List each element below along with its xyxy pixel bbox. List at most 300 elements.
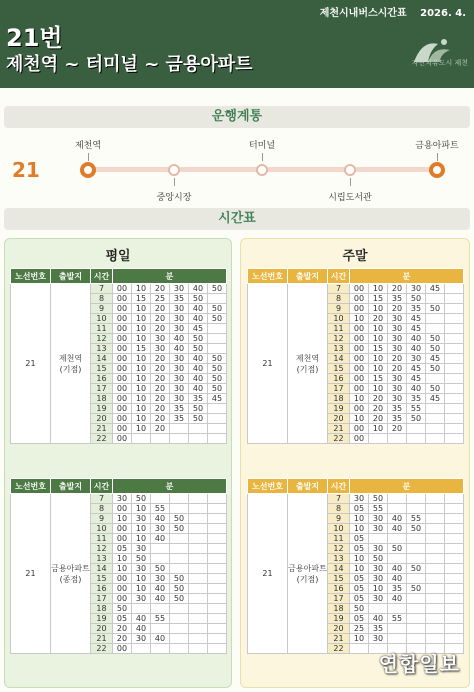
minute-cell: [426, 504, 445, 514]
minute-cell: 30: [388, 374, 407, 384]
minute-cell: 35: [407, 304, 426, 314]
hour-cell: 21: [91, 634, 113, 644]
minute-cell: 30: [113, 494, 132, 504]
hour-cell: 20: [328, 414, 350, 424]
minute-cell: [369, 534, 388, 544]
minute-cell: [426, 424, 445, 434]
minute-cell: [445, 504, 464, 514]
minute-cell: [445, 514, 464, 524]
column-header: 분: [350, 479, 464, 494]
route-cell: 21: [11, 284, 51, 444]
minute-cell: 20: [151, 424, 170, 434]
minute-cell: [426, 614, 445, 624]
column-header: 출발지: [288, 479, 328, 494]
hour-cell: 14: [91, 564, 113, 574]
hour-cell: 15: [91, 574, 113, 584]
minute-cell: 10: [132, 504, 151, 514]
minute-cell: 30: [388, 314, 407, 324]
minute-cell: 25: [151, 294, 170, 304]
minute-cell: 30: [407, 284, 426, 294]
minute-cell: 10: [132, 284, 151, 294]
minute-cell: 00: [113, 404, 132, 414]
hour-cell: 18: [91, 394, 113, 404]
minute-cell: 10: [132, 334, 151, 344]
minute-cell: 30: [151, 344, 170, 354]
minute-cell: 45: [189, 324, 208, 334]
minute-cell: 10: [350, 514, 369, 524]
minute-cell: [426, 574, 445, 584]
minute-cell: 00: [350, 344, 369, 354]
minute-cell: 00: [113, 354, 132, 364]
minute-cell: 35: [189, 394, 208, 404]
column-header: 출발지: [288, 269, 328, 284]
minute-cell: [151, 494, 170, 504]
minute-cell: 00: [113, 384, 132, 394]
minute-cell: 45: [407, 314, 426, 324]
minute-cell: 10: [350, 554, 369, 564]
minute-cell: [388, 624, 407, 634]
minute-cell: [445, 554, 464, 564]
minute-cell: 20: [388, 284, 407, 294]
minute-cell: 40: [151, 584, 170, 594]
minute-cell: 00: [113, 504, 132, 514]
minute-cell: [208, 524, 227, 534]
stop-marker: [80, 162, 96, 178]
minute-cell: 20: [388, 304, 407, 314]
minute-cell: [388, 634, 407, 644]
minute-cell: 00: [350, 354, 369, 364]
stop-marker: [344, 164, 356, 176]
minute-cell: 20: [151, 394, 170, 404]
minute-cell: 40: [151, 594, 170, 604]
stop-label: 제천역: [74, 141, 102, 151]
minute-cell: [170, 564, 189, 574]
minute-cell: 05: [350, 544, 369, 554]
minute-cell: [388, 504, 407, 514]
minute-cell: 20: [369, 414, 388, 424]
minute-cell: [407, 604, 426, 614]
minute-cell: 40: [189, 374, 208, 384]
column-header: 분: [113, 269, 227, 284]
minute-cell: 30: [170, 324, 189, 334]
minute-cell: 50: [113, 604, 132, 614]
minute-cell: 30: [369, 594, 388, 604]
route-cell: 21: [248, 284, 288, 444]
minute-cell: 00: [350, 424, 369, 434]
minute-cell: 40: [388, 564, 407, 574]
minute-cell: 00: [113, 424, 132, 434]
header-date: 2026. 4.: [420, 8, 466, 19]
minute-cell: 00: [113, 344, 132, 354]
minute-cell: [426, 494, 445, 504]
minute-cell: 20: [113, 634, 132, 644]
hour-cell: 8: [328, 504, 350, 514]
column-header: 시간: [328, 269, 350, 284]
route-cell: 21: [11, 494, 51, 654]
minute-cell: 40: [189, 304, 208, 314]
minute-cell: [170, 494, 189, 504]
minute-cell: [189, 494, 208, 504]
minute-cell: 10: [132, 304, 151, 314]
hour-cell: 12: [91, 334, 113, 344]
minute-cell: [170, 614, 189, 624]
minute-cell: 50: [189, 334, 208, 344]
minute-cell: [445, 354, 464, 364]
minute-cell: 40: [189, 384, 208, 394]
hour-cell: 22: [91, 644, 113, 654]
minute-cell: [189, 634, 208, 644]
hour-cell: 13: [91, 344, 113, 354]
hour-cell: 16: [91, 584, 113, 594]
hour-cell: 10: [328, 524, 350, 534]
minute-cell: 30: [369, 514, 388, 524]
minute-cell: [208, 644, 227, 654]
minute-cell: 10: [350, 394, 369, 404]
minute-cell: [170, 604, 189, 614]
minute-cell: 00: [113, 534, 132, 544]
weekend-title: 주말: [342, 249, 368, 264]
stop-label: 터미널: [248, 141, 276, 151]
minute-cell: [407, 574, 426, 584]
minute-cell: [426, 544, 445, 554]
minute-cell: [208, 594, 227, 604]
minute-cell: [407, 424, 426, 434]
minute-cell: 50: [208, 374, 227, 384]
hour-cell: 18: [328, 604, 350, 614]
minute-cell: 00: [113, 594, 132, 604]
minute-cell: [208, 294, 227, 304]
minute-cell: 05: [350, 594, 369, 604]
hour-cell: 14: [328, 354, 350, 364]
minute-cell: 40: [189, 364, 208, 374]
minute-cell: [189, 554, 208, 564]
minute-cell: 10: [132, 584, 151, 594]
column-header: 노선번호: [248, 479, 288, 494]
minute-cell: [170, 434, 189, 444]
minute-cell: 20: [151, 404, 170, 414]
minute-cell: [388, 434, 407, 444]
minute-cell: 20: [151, 354, 170, 364]
hour-cell: 21: [91, 424, 113, 434]
hour-cell: 14: [91, 354, 113, 364]
minute-cell: 00: [113, 284, 132, 294]
stop-tick: [262, 153, 263, 161]
minute-cell: 55: [369, 504, 388, 514]
route-cell: 21: [248, 494, 288, 654]
origin-cell: 금용아파트 (종점): [51, 494, 91, 654]
minute-cell: [189, 434, 208, 444]
minute-cell: 35: [407, 394, 426, 404]
minute-cell: 20: [388, 364, 407, 374]
minute-cell: [426, 374, 445, 384]
minute-cell: [208, 414, 227, 424]
minute-cell: 00: [113, 364, 132, 374]
minute-cell: 30: [151, 334, 170, 344]
minute-cell: 30: [132, 514, 151, 524]
minute-cell: 30: [407, 354, 426, 364]
minute-cell: [208, 614, 227, 624]
minute-cell: [407, 634, 426, 644]
minute-cell: [170, 504, 189, 514]
minute-cell: 50: [189, 344, 208, 354]
route-section-title: 운행계통: [4, 106, 470, 128]
minute-cell: 30: [170, 284, 189, 294]
minute-cell: 00: [113, 434, 132, 444]
minute-cell: 00: [113, 374, 132, 384]
minute-cell: [426, 314, 445, 324]
header-title: 제천시내버스시간표: [319, 8, 407, 19]
minute-cell: [132, 434, 151, 444]
minute-cell: [208, 634, 227, 644]
minute-cell: [407, 554, 426, 564]
minute-cell: [426, 324, 445, 334]
minute-cell: [445, 314, 464, 324]
hour-cell: 18: [91, 604, 113, 614]
table-row: [248, 494, 464, 504]
column-header: 출발지: [51, 479, 91, 494]
minute-cell: 10: [369, 364, 388, 374]
weekend-timetable: [247, 268, 464, 444]
minute-cell: [445, 524, 464, 534]
minute-cell: 35: [170, 404, 189, 414]
hour-cell: 13: [328, 344, 350, 354]
hour-cell: 19: [328, 404, 350, 414]
minute-cell: [445, 564, 464, 574]
hour-cell: 19: [91, 404, 113, 414]
hour-cell: 18: [328, 394, 350, 404]
minute-cell: [189, 534, 208, 544]
minute-cell: 50: [426, 364, 445, 374]
minute-cell: 20: [151, 314, 170, 324]
column-header: 분: [350, 269, 464, 284]
minute-cell: [208, 544, 227, 554]
hour-cell: 20: [91, 414, 113, 424]
minute-cell: [407, 594, 426, 604]
column-header: 시간: [91, 269, 113, 284]
minute-cell: 05: [113, 544, 132, 554]
hour-cell: 22: [328, 644, 350, 654]
minute-cell: [208, 424, 227, 434]
minute-cell: [151, 644, 170, 654]
stop-tick: [350, 178, 351, 186]
watermark: 연합일보: [378, 652, 460, 676]
hour-cell: 21: [328, 634, 350, 644]
minute-cell: 35: [388, 414, 407, 424]
hour-cell: 11: [91, 534, 113, 544]
hour-cell: 9: [328, 514, 350, 524]
minute-cell: 30: [170, 374, 189, 384]
stop-tick: [437, 153, 438, 161]
weekday-timetable: [10, 478, 227, 654]
minute-cell: [445, 574, 464, 584]
minute-cell: 00: [350, 434, 369, 444]
hour-cell: 10: [91, 314, 113, 324]
minute-cell: [170, 544, 189, 554]
minute-cell: 10: [369, 424, 388, 434]
minute-cell: 50: [170, 594, 189, 604]
minute-cell: 45: [426, 354, 445, 364]
minute-cell: [189, 544, 208, 554]
hour-cell: 9: [91, 304, 113, 314]
minute-cell: [189, 604, 208, 614]
column-header: 출발지: [51, 269, 91, 284]
minute-cell: [445, 364, 464, 374]
minute-cell: [189, 614, 208, 624]
minute-cell: 45: [208, 394, 227, 404]
minute-cell: 40: [407, 334, 426, 344]
minute-cell: 10: [350, 564, 369, 574]
minute-cell: 50: [189, 404, 208, 414]
minute-cell: [426, 524, 445, 534]
hour-cell: 10: [328, 314, 350, 324]
minute-cell: 00: [350, 364, 369, 374]
hour-cell: 20: [328, 624, 350, 634]
minute-cell: [208, 334, 227, 344]
minute-cell: 10: [350, 524, 369, 534]
minute-cell: [189, 584, 208, 594]
minute-cell: [208, 584, 227, 594]
minute-cell: 40: [407, 344, 426, 354]
minute-cell: [426, 404, 445, 414]
minute-cell: 50: [407, 524, 426, 534]
minute-cell: [445, 344, 464, 354]
minute-cell: 05: [113, 614, 132, 624]
minute-cell: 10: [369, 304, 388, 314]
minute-cell: 50: [407, 414, 426, 424]
minute-cell: 50: [208, 314, 227, 324]
minute-cell: 10: [369, 584, 388, 594]
line-route-number: 21: [12, 158, 40, 182]
minute-cell: 50: [170, 574, 189, 584]
minute-cell: 20: [151, 324, 170, 334]
hour-cell: 10: [91, 524, 113, 534]
minute-cell: [445, 434, 464, 444]
minute-cell: 30: [151, 524, 170, 534]
minute-cell: 30: [369, 524, 388, 534]
column-header: 시간: [328, 479, 350, 494]
hour-cell: 9: [91, 514, 113, 524]
minute-cell: [445, 334, 464, 344]
minute-cell: 20: [388, 424, 407, 434]
minute-cell: 00: [350, 324, 369, 334]
minute-cell: 50: [426, 344, 445, 354]
minute-cell: 10: [369, 284, 388, 294]
minute-cell: 00: [113, 524, 132, 534]
minute-cell: 45: [407, 324, 426, 334]
hour-cell: 19: [91, 614, 113, 624]
minute-cell: [170, 644, 189, 654]
hour-cell: 14: [328, 564, 350, 574]
minute-cell: [208, 624, 227, 634]
minute-cell: 10: [369, 334, 388, 344]
minute-cell: 40: [170, 344, 189, 354]
minute-cell: 30: [388, 334, 407, 344]
minute-cell: [426, 434, 445, 444]
minute-cell: 50: [132, 554, 151, 564]
minute-cell: [208, 604, 227, 614]
minute-cell: [132, 604, 151, 614]
minute-cell: 50: [132, 494, 151, 504]
hour-cell: 7: [91, 494, 113, 504]
origin-cell: 제천역 (기점): [288, 284, 328, 444]
origin-cell: 제천역 (기점): [51, 284, 91, 444]
column-header: 노선번호: [11, 479, 51, 494]
minute-cell: [407, 544, 426, 554]
minute-cell: 05: [350, 504, 369, 514]
minute-cell: 30: [388, 344, 407, 354]
hour-cell: 16: [328, 584, 350, 594]
hour-cell: 7: [328, 494, 350, 504]
minute-cell: [426, 414, 445, 424]
minute-cell: 40: [151, 534, 170, 544]
minute-cell: 30: [170, 384, 189, 394]
minute-cell: [369, 604, 388, 614]
minute-cell: 30: [132, 544, 151, 554]
minute-cell: 10: [132, 364, 151, 374]
minute-cell: 35: [388, 404, 407, 414]
minute-cell: 30: [151, 574, 170, 584]
minute-cell: 30: [170, 394, 189, 404]
minute-cell: 10: [132, 574, 151, 584]
route-name: 제천역 ~ 터미널 ~ 금용아파트: [6, 54, 253, 75]
minute-cell: [170, 634, 189, 644]
minute-cell: [189, 514, 208, 524]
minute-cell: 45: [407, 374, 426, 384]
hour-cell: 16: [91, 374, 113, 384]
hour-cell: 12: [328, 334, 350, 344]
minute-cell: [407, 504, 426, 514]
minute-cell: 30: [170, 364, 189, 374]
hour-cell: 15: [328, 574, 350, 584]
hour-cell: 11: [328, 324, 350, 334]
minute-cell: 30: [388, 384, 407, 394]
minute-cell: [445, 294, 464, 304]
minute-cell: [208, 324, 227, 334]
hour-cell: 15: [91, 364, 113, 374]
minute-cell: 30: [369, 634, 388, 644]
minute-cell: 10: [350, 414, 369, 424]
stop-label: 중앙시장: [156, 193, 192, 203]
header-meta: [320, 4, 466, 19]
hour-cell: 22: [91, 434, 113, 444]
minute-cell: [426, 294, 445, 304]
minute-cell: 15: [369, 294, 388, 304]
minute-cell: 10: [132, 534, 151, 544]
minute-cell: [445, 614, 464, 624]
minute-cell: [170, 554, 189, 564]
minute-cell: 40: [151, 634, 170, 644]
logo-text: 자연치유도시 제천: [411, 59, 468, 67]
minute-cell: 50: [189, 414, 208, 424]
minute-cell: 50: [189, 294, 208, 304]
minute-cell: 10: [132, 414, 151, 424]
minute-cell: 30: [170, 354, 189, 364]
minute-cell: [151, 604, 170, 614]
stop-marker: [256, 164, 268, 176]
minute-cell: 40: [170, 334, 189, 344]
weekday-title: 평일: [105, 249, 131, 264]
minute-cell: 00: [350, 384, 369, 394]
minute-cell: [426, 554, 445, 564]
table-row: [11, 284, 227, 294]
minute-cell: 30: [132, 564, 151, 574]
hour-cell: 7: [328, 284, 350, 294]
hour-cell: 17: [91, 384, 113, 394]
minute-cell: 50: [208, 304, 227, 314]
minute-cell: 35: [369, 624, 388, 634]
minute-cell: 00: [113, 294, 132, 304]
minute-cell: 00: [350, 284, 369, 294]
